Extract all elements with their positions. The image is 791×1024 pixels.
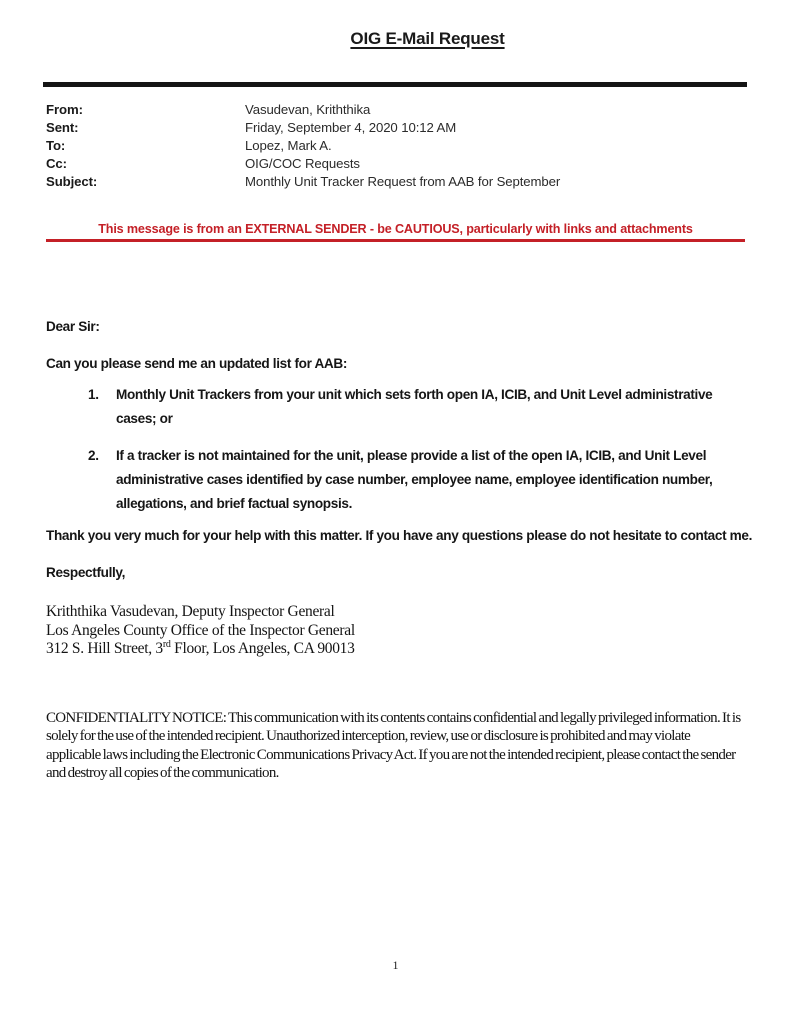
email-header [46, 101, 745, 191]
intro-paragraph: Can you please send me an updated list for AAB: [46, 356, 348, 371]
field-label-subject: Subject: [46, 174, 98, 189]
list-item-number: 2. [88, 448, 99, 463]
salutation: Dear Sir: [46, 319, 100, 334]
list-item [46, 383, 745, 431]
page-number: 1 [392, 958, 399, 972]
signature-block [46, 603, 745, 659]
header-row-subject [46, 173, 745, 191]
field-label-to: To: [46, 138, 66, 153]
list-item [46, 444, 745, 516]
list-item-text: If a tracker is not maintained for the unit, please provide a list of the open IA, ICIB, and Unit Level administrative cases identified by case number, employee name, employee identification number, allegations, and brief factual synopsis. [116, 448, 713, 511]
list-item-text: Monthly Unit Trackers from your unit which sets forth open IA, ICIB, and Unit Level administrative cases; or [116, 387, 713, 426]
header-row-cc [46, 155, 745, 173]
field-label-from: From: [46, 102, 83, 117]
field-label-cc: Cc: [46, 156, 67, 171]
field-value-from: Vasudevan, Kriththika [245, 102, 371, 117]
field-value-sent: Friday, September 4, 2020 10:12 AM [245, 120, 457, 135]
warning-divider [46, 239, 745, 242]
external-sender-warning: This message is from an EXTERNAL SENDER - be CAUTIOUS, particularly with links and attachments [98, 222, 693, 236]
field-label-sent: Sent: [46, 120, 79, 135]
signoff: Respectfully, [46, 565, 126, 580]
field-value-cc: OIG/COC Requests [245, 156, 360, 171]
header-row-to [46, 137, 745, 155]
closing-paragraph: Thank you very much for your help with this matter. If you have any questions please do not hesitate to contact me. [46, 528, 753, 543]
header-row-sent [46, 119, 745, 137]
header-row-from [46, 101, 745, 119]
list-item-number: 1. [88, 387, 99, 402]
field-value-subject: Monthly Unit Tracker Request from AAB for September [245, 174, 561, 189]
field-value-to: Lopez, Mark A. [245, 138, 332, 153]
address-text: Floor, Los Angeles, CA 90013 [170, 640, 355, 657]
confidentiality-notice: CONFIDENTIALITY NOTICE: This communication with its contents contains confidential and legally privileged information. It is solely for the use of the intended recipient. Unauthorized interception, review, use or disclosure is prohibited and may violate applicable laws including the Electronic Communications Privacy Act. If you are not the intended recipient, please contact the sender and destroy all copies of the communication. [46, 709, 741, 781]
address-ordinal-superscript: rd [162, 638, 171, 650]
address-text: 312 S. Hill Street, 3 [46, 640, 163, 657]
request-list [46, 383, 745, 516]
title-divider [43, 82, 747, 87]
page-title: OIG E-Mail Request [350, 29, 505, 48]
signature-office-line: Los Angeles County Office of the Inspector General [46, 621, 355, 639]
signature-name-line: Kriththika Vasudevan, Deputy Inspector General [46, 603, 335, 620]
signature-address-line [46, 640, 745, 659]
